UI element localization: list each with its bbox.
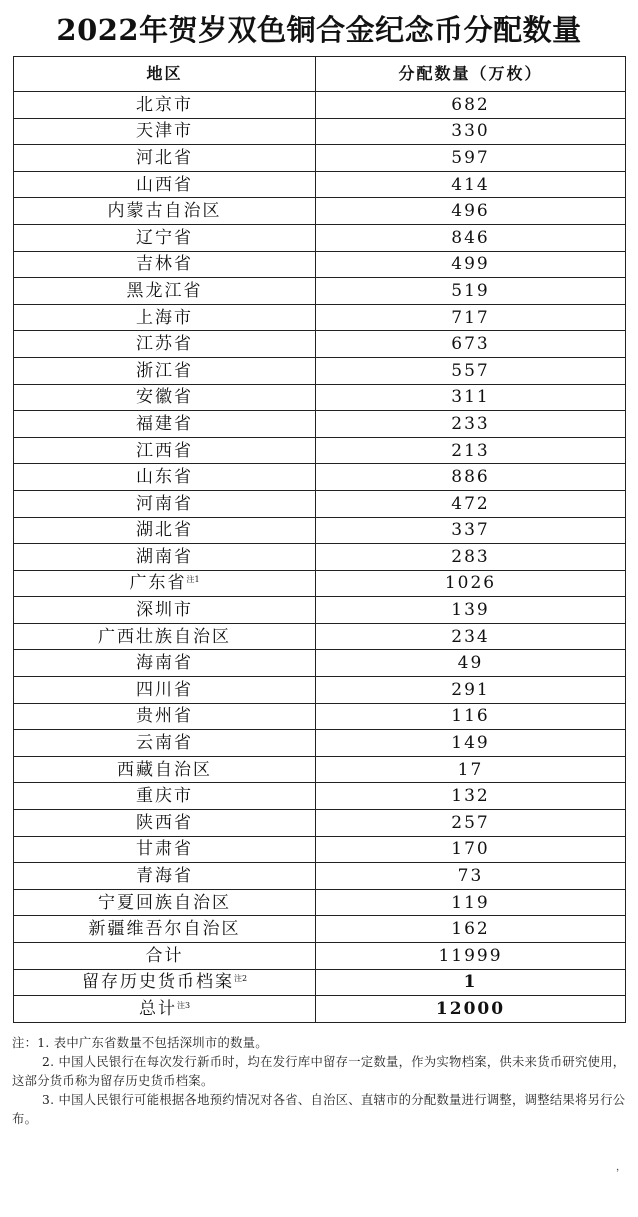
table-row — [14, 996, 626, 1023]
amount-cell: 132 — [316, 783, 626, 810]
footnote-1: 注：1. 表中广东省数量不包括深圳市的数量。 — [12, 1036, 268, 1050]
region-cell — [14, 730, 316, 757]
region-cell — [14, 92, 316, 119]
region-name: 海南省 — [136, 653, 193, 674]
region-cell — [14, 916, 316, 943]
amount-cell: 170 — [316, 836, 626, 863]
region-cell — [14, 969, 316, 996]
amount-cell: 597 — [316, 145, 626, 172]
region-name: 湖南省 — [136, 546, 193, 567]
amount-cell: 139 — [316, 597, 626, 624]
region-name: 重庆市 — [136, 786, 193, 807]
amount-cell: 11999 — [316, 943, 626, 970]
region-cell — [14, 118, 316, 145]
table-row — [14, 677, 626, 704]
table-row — [14, 517, 626, 544]
amount-cell: 717 — [316, 304, 626, 331]
header-amount: 分配数量（万枚） — [316, 57, 626, 92]
footnote-3: 3. 中国人民银行可能根据各地预约情况对各省、自治区、直辖市的分配数量进行调整，调整结果将另行公布。 — [12, 1093, 626, 1126]
region-name: 山东省 — [136, 467, 193, 488]
table-row — [14, 198, 626, 225]
amount-cell: 233 — [316, 411, 626, 438]
footnote-marker: 注3 — [176, 1000, 191, 1010]
table-row — [14, 437, 626, 464]
amount-cell: 886 — [316, 464, 626, 491]
footnote-marker: 注1 — [186, 575, 200, 585]
region-cell — [14, 171, 316, 198]
region-cell — [14, 703, 316, 730]
region-name: 甘肃省 — [136, 839, 193, 860]
footnote-marker: 注2 — [233, 974, 248, 984]
document-title: 2022年贺岁双色铜合金纪念币分配数量 — [56, 13, 582, 47]
region-name: 四川省 — [136, 679, 193, 700]
region-name: 内蒙古自治区 — [107, 201, 222, 222]
amount-cell: 496 — [316, 198, 626, 225]
region-name: 山西省 — [136, 174, 193, 195]
corner-mark: ， — [616, 1162, 626, 1173]
region-cell — [14, 357, 316, 384]
amount-cell: 291 — [316, 677, 626, 704]
region-name: 北京市 — [136, 94, 193, 115]
region-cell — [14, 597, 316, 624]
table-row — [14, 623, 626, 650]
table-row — [14, 783, 626, 810]
amount-cell: 149 — [316, 730, 626, 757]
region-cell — [14, 943, 316, 970]
region-name: 福建省 — [136, 413, 193, 434]
table-row — [14, 544, 626, 571]
region-name: 西藏自治区 — [117, 759, 212, 780]
region-name: 宁夏回族自治区 — [98, 892, 231, 913]
amount-cell: 17 — [316, 756, 626, 783]
table-row — [14, 357, 626, 384]
table-row — [14, 969, 626, 996]
region-cell — [14, 836, 316, 863]
table-row — [14, 490, 626, 517]
amount-cell: 557 — [316, 357, 626, 384]
region-cell — [14, 251, 316, 278]
amount-cell: 673 — [316, 331, 626, 358]
region-name: 黑龙江省 — [126, 280, 203, 301]
region-cell — [14, 996, 316, 1023]
region-cell — [14, 863, 316, 890]
table-row — [14, 411, 626, 438]
amount-cell: 119 — [316, 889, 626, 916]
allocation-table — [13, 56, 626, 1023]
amount-cell: 283 — [316, 544, 626, 571]
region-cell — [14, 677, 316, 704]
amount-cell: 414 — [316, 171, 626, 198]
region-name: 新疆维吾尔自治区 — [88, 919, 241, 940]
amount-cell: 682 — [316, 92, 626, 119]
region-name: 浙江省 — [136, 360, 193, 381]
region-cell — [14, 623, 316, 650]
header-region: 地区 — [14, 57, 316, 92]
table-row — [14, 171, 626, 198]
amount-cell: 499 — [316, 251, 626, 278]
region-cell — [14, 517, 316, 544]
region-cell — [14, 544, 316, 571]
region-name: 天津市 — [136, 121, 193, 142]
amount-cell: 337 — [316, 517, 626, 544]
region-cell — [14, 437, 316, 464]
region-cell — [14, 224, 316, 251]
amount-cell: 311 — [316, 384, 626, 411]
table-row — [14, 145, 626, 172]
table-header-row — [14, 57, 626, 92]
region-name: 河南省 — [136, 493, 193, 514]
amount-cell: 12000 — [316, 996, 626, 1023]
table-row — [14, 703, 626, 730]
amount-cell: 1 — [316, 969, 626, 996]
table-row — [14, 650, 626, 677]
region-name: 江苏省 — [136, 334, 193, 355]
region-name: 合计 — [145, 945, 184, 966]
table-row — [14, 863, 626, 890]
amount-cell: 49 — [316, 650, 626, 677]
table-row — [14, 118, 626, 145]
table-row — [14, 304, 626, 331]
table-row — [14, 384, 626, 411]
table-body — [14, 92, 626, 1023]
amount-cell: 472 — [316, 490, 626, 517]
amount-cell: 162 — [316, 916, 626, 943]
table-row — [14, 251, 626, 278]
amount-cell: 116 — [316, 703, 626, 730]
region-cell — [14, 490, 316, 517]
table-row — [14, 810, 626, 837]
region-name: 深圳市 — [136, 600, 193, 621]
table-row — [14, 943, 626, 970]
region-name: 湖北省 — [136, 520, 193, 541]
table-row — [14, 836, 626, 863]
amount-cell: 330 — [316, 118, 626, 145]
amount-cell: 213 — [316, 437, 626, 464]
region-cell — [14, 331, 316, 358]
region-cell — [14, 384, 316, 411]
table-row — [14, 92, 626, 119]
table-row — [14, 889, 626, 916]
amount-cell: 1026 — [316, 570, 626, 597]
table-row — [14, 730, 626, 757]
region-name: 广西壮族自治区 — [98, 626, 231, 647]
table-row — [14, 464, 626, 491]
region-cell — [14, 145, 316, 172]
region-name: 留存历史货币档案 — [81, 972, 234, 993]
region-name: 总计 — [138, 998, 177, 1019]
region-name: 河北省 — [136, 147, 193, 168]
table-row — [14, 570, 626, 597]
table-row — [14, 331, 626, 358]
region-cell — [14, 650, 316, 677]
table-row — [14, 756, 626, 783]
table-row — [14, 224, 626, 251]
region-name: 吉林省 — [136, 254, 193, 275]
region-name: 贵州省 — [136, 706, 193, 727]
region-name: 江西省 — [136, 440, 193, 461]
footnotes — [12, 1034, 630, 1129]
region-name: 安徽省 — [136, 387, 193, 408]
region-cell — [14, 810, 316, 837]
region-name: 陕西省 — [136, 812, 193, 833]
region-cell — [14, 278, 316, 305]
region-cell — [14, 304, 316, 331]
region-name: 上海市 — [136, 307, 193, 328]
region-name: 广东省 — [129, 573, 187, 594]
amount-cell: 846 — [316, 224, 626, 251]
amount-cell: 519 — [316, 278, 626, 305]
region-name: 辽宁省 — [136, 227, 193, 248]
region-cell — [14, 464, 316, 491]
region-cell — [14, 756, 316, 783]
table-row — [14, 278, 626, 305]
table-row — [14, 597, 626, 624]
footnote-2: 2. 中国人民银行在每次发行新币时，均在发行库中留存一定数量，作为实物档案，供未来货币研究使用，这部分货币称为留存历史货币档案。 — [12, 1055, 626, 1088]
region-cell — [14, 411, 316, 438]
amount-cell: 73 — [316, 863, 626, 890]
amount-cell: 234 — [316, 623, 626, 650]
region-cell — [14, 570, 316, 597]
amount-cell: 257 — [316, 810, 626, 837]
region-cell — [14, 783, 316, 810]
region-cell — [14, 889, 316, 916]
region-name: 云南省 — [136, 733, 193, 754]
region-name: 青海省 — [136, 866, 193, 887]
region-cell — [14, 198, 316, 225]
table-row — [14, 916, 626, 943]
